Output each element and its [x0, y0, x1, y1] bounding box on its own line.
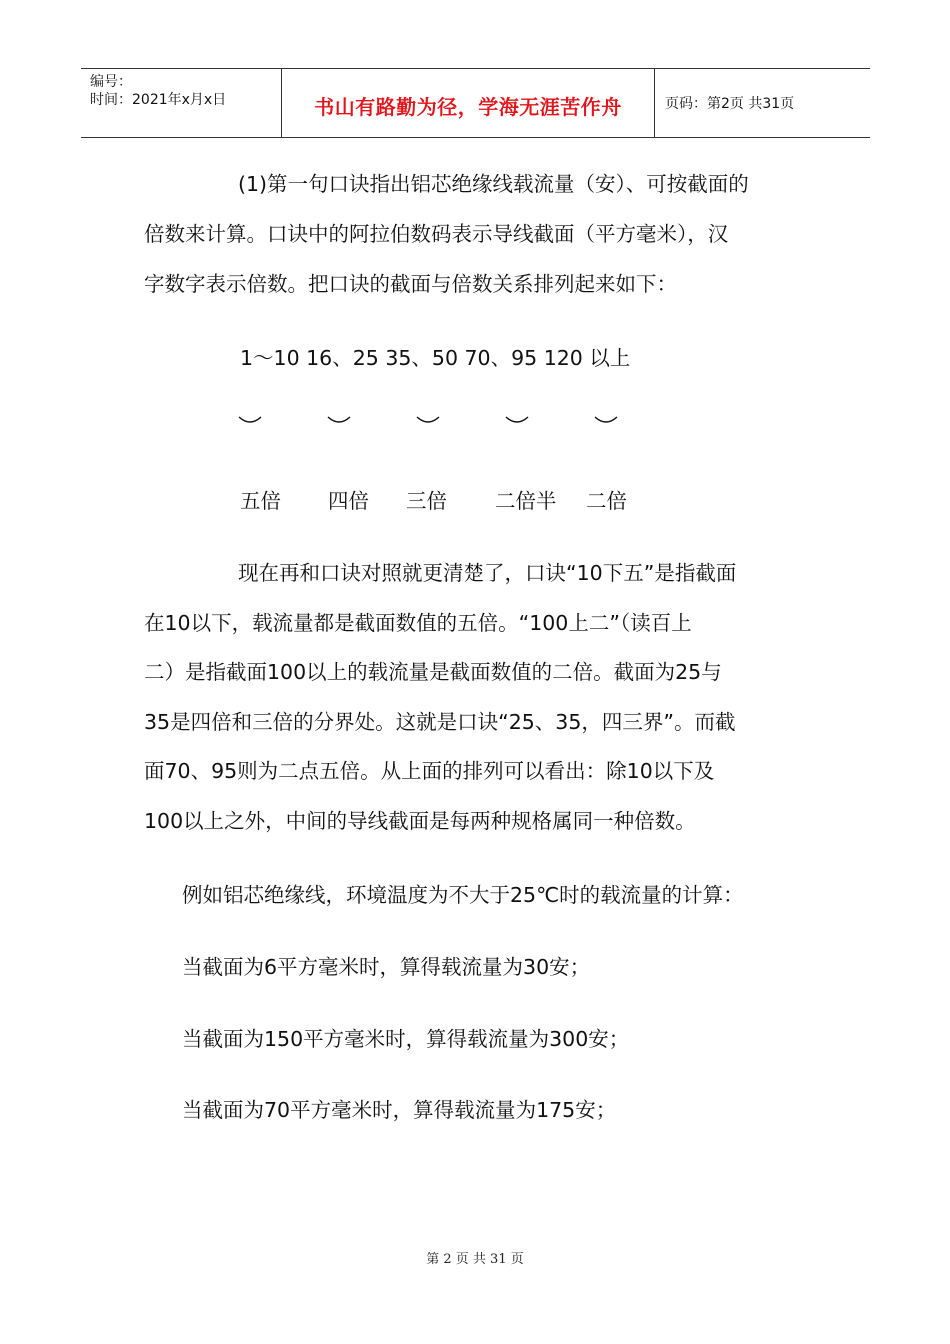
- multiple-label: 二倍: [586, 489, 627, 513]
- paragraph-line: 35是四倍和三倍的分界处。这就是口诀“25、35，四三界”。而截: [144, 710, 736, 734]
- paragraph-line: 现在再和口诀对照就更清楚了，口诀“10下五”是指截面: [238, 561, 737, 585]
- paragraph-line: 100以上之外，中间的导线截面是每两种规格属同一种倍数。: [144, 809, 696, 833]
- brace-icon: [594, 414, 618, 428]
- example-line: 当截面为70平方毫米时，算得载流量为175安；: [182, 1098, 617, 1122]
- page-info: 页码：第2页 共31页: [665, 96, 795, 112]
- brace-icon: [327, 414, 351, 428]
- header-motto-cell: [282, 69, 655, 137]
- example-line: 当截面为150平方毫米时，算得载流量为300安；: [182, 1027, 630, 1051]
- multiple-label: 二倍半: [495, 489, 557, 513]
- multiple-label: 三倍: [406, 489, 447, 513]
- multiple-label: 四倍: [328, 489, 369, 513]
- serial-label: 编号：: [90, 74, 132, 90]
- header-page-cell: [655, 69, 870, 137]
- paragraph-line: 字数字表示倍数。把口诀的截面与倍数关系排列起来如下：: [144, 272, 677, 296]
- example-intro: 例如铝芯绝缘线，环境温度为不大于25℃时的载流量的计算：: [182, 883, 744, 907]
- paragraph-line: (1)第一句口诀指出铝芯绝缘线载流量（安）、可按截面的: [238, 172, 749, 196]
- header-info-cell: [81, 69, 282, 137]
- paragraph-line: 面70、95则为二点五倍。从上面的排列可以看出：除10以下及: [144, 759, 715, 783]
- brace-icon: [416, 414, 440, 428]
- paragraph-line: 二）是指截面100以上的载流量是截面数值的二倍。截面为25与: [144, 660, 722, 684]
- page-footer: 第 2 页 共 31 页: [426, 1252, 524, 1267]
- motto: 书山有路勤为径，学海无涯苦作舟: [314, 95, 622, 119]
- multiple-label: 五倍: [240, 489, 281, 513]
- header-table: [81, 68, 870, 138]
- brace-icon: [505, 414, 529, 428]
- paragraph-line: 倍数来计算。口诀中的阿拉伯数码表示导线截面（平方毫米），汉: [144, 222, 729, 246]
- brace-icon: [238, 414, 262, 428]
- example-line: 当截面为6平方毫米时，算得载流量为30安；: [182, 955, 591, 979]
- date-label: 时间：2021年x月x日: [90, 92, 227, 108]
- paragraph-line: 在10以下，载流量都是截面数值的五倍。“100上二”（读百上: [144, 611, 692, 635]
- range-row: 1～10 16、25 35、50 70、95 120 以上: [240, 346, 631, 370]
